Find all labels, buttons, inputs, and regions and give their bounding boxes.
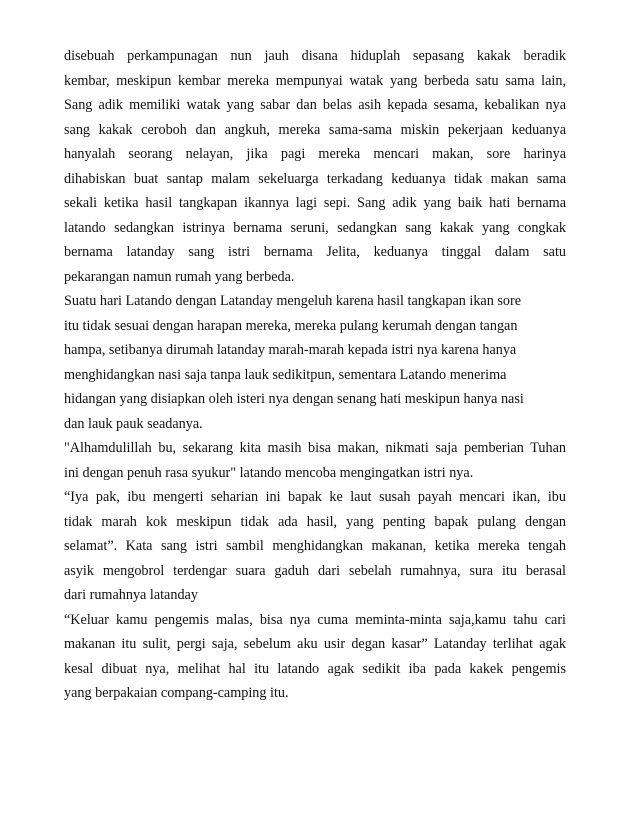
- text-line: yang berpakaian compang-camping itu.: [64, 685, 289, 701]
- text-line: tidak marah kok meskipun tidak ada hasil, yang penting bapak pulang dengan: [64, 513, 566, 530]
- text-line: kembar, meskipun kembar mereka mempunyai watak yang berbeda satu sama lain,: [64, 72, 566, 89]
- text-line: latando sedangkan istrinya bernama seruni, sedangkan sang kakak yang congkak: [64, 219, 566, 236]
- text-line: “Keluar kamu pengemis malas, bisa nya cuma meminta-minta saja,kamu tahu cari: [64, 611, 566, 628]
- text-line: Suatu hari Latando dengan Latanday mengeluh karena hasil tangkapan ikan sore: [64, 293, 521, 309]
- text-line: bernama latanday sang istri bernama Jelita, keduanya tinggal dalam satu: [64, 244, 566, 260]
- text-line: dari rumahnya latanday: [64, 587, 198, 603]
- text-line: hidangan yang disiapkan oleh isteri nya dengan senang hati meskipun hanya nasi: [64, 391, 524, 407]
- text-line: ini dengan penuh rasa syukur" latando mencoba mengingatkan istri nya.: [64, 464, 474, 481]
- text-line: itu tidak sesuai dengan harapan mereka, mereka pulang kerumah dengan tangan: [64, 317, 518, 334]
- text-line: “Iya pak, ibu mengerti seharian ini bapak ke laut susah payah mencari ikan, ibu: [64, 489, 566, 505]
- text-line: menghidangkan nasi saja tanpa lauk sedikitpun, sementara Latando menerima: [64, 366, 507, 383]
- text-line: sekali ketika hasil tangkapan ikannya lagi sepi. Sang adik yang baik hati bernama: [64, 195, 566, 211]
- text-line: kesal dibuat nya, melihat hal itu latando agak sedikit iba pada kakek pengemis: [64, 660, 566, 677]
- text-line: asyik mengobrol terdengar suara gaduh dari sebelah rumahnya, sura itu berasal: [64, 562, 566, 579]
- text-line: Sang adik memiliki watak yang sabar dan belas asih kepada sesama, kebalikan nya: [64, 97, 566, 113]
- text-line: "Alhamdulillah bu, sekarang kita masih bisa makan, nikmati saja pemberian Tuhan: [64, 440, 566, 456]
- text-line: selamat”. Kata sang istri sambil menghidangkan makanan, ketika mereka tengah: [64, 538, 566, 554]
- text-line: dan lauk pauk seadanya.: [64, 415, 203, 432]
- text-line: hanyalah seorang nelayan, jika pagi mereka mencari makan, sore harinya: [64, 146, 566, 162]
- story-text: [64, 44, 566, 706]
- text-line: sang kakak ceroboh dan angkuh, mereka sama-sama miskin pekerjaan keduanya: [64, 121, 566, 138]
- text-line: dihabiskan buat santap malam sekeluarga terkadang keduanya tidak makan sama: [64, 170, 566, 187]
- text-line: pekarangan namun rumah yang berbeda.: [64, 268, 295, 285]
- text-line: makanan itu sulit, pergi saja, sebelum aku usir degan kasar” Latanday terlihat agak: [64, 636, 566, 652]
- text-line: disebuah perkampunagan nun jauh disana hiduplah sepasang kakak beradik: [64, 48, 566, 64]
- text-line: hampa, setibanya dirumah latanday marah-marah kepada istri nya karena hanya: [64, 342, 517, 358]
